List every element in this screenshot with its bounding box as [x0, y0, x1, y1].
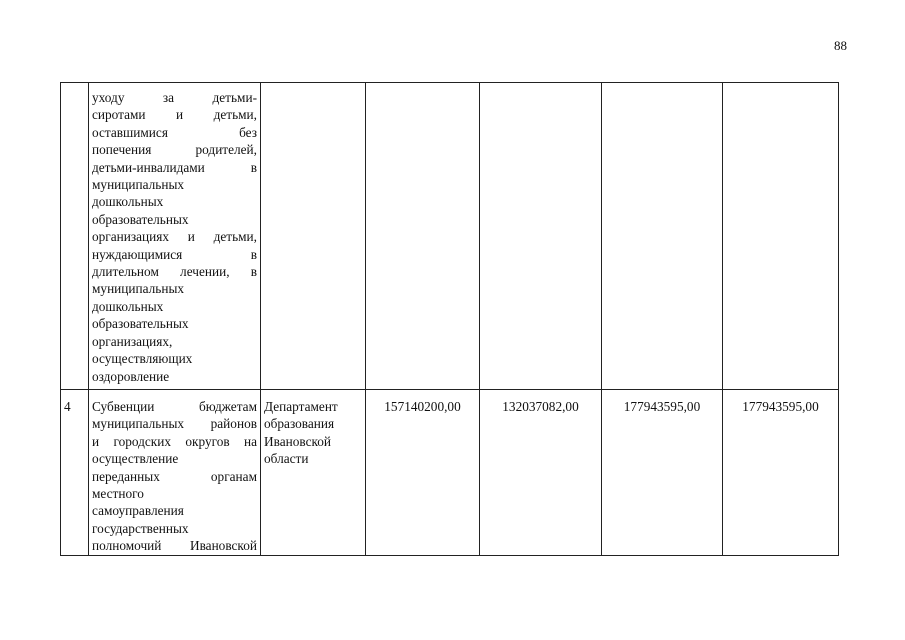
executor-cell: [261, 390, 366, 556]
description-cell: [89, 390, 261, 556]
budget-table: [60, 82, 839, 556]
value-cell-1: 157140200,00: [366, 390, 480, 556]
description-line: сиротами и детьми,: [92, 107, 257, 123]
description-line: уходу за детьми-: [92, 90, 257, 105]
value-cell-2: 132037082,00: [480, 390, 602, 556]
description-line: образовательных: [92, 211, 189, 227]
value-cell-2: [480, 83, 602, 390]
description-line: длительном лечении, в: [92, 264, 257, 280]
description-line: организациях и детьми,: [92, 229, 257, 245]
table-row-continuation: [61, 83, 839, 390]
value-cell-4: [723, 83, 839, 390]
description-line: осуществление: [92, 451, 179, 467]
value-cell-4: 177943595,00: [723, 390, 839, 556]
value-cell-3: [602, 83, 723, 390]
description-line: муниципальных: [92, 281, 185, 297]
description-line: организациях,: [92, 333, 173, 349]
row-number-cell: 4: [61, 390, 89, 556]
description-line: и городских округов на: [92, 433, 257, 449]
description-line: образовательных: [92, 316, 189, 332]
executor-line: Ивановской: [264, 433, 332, 449]
page-number: 88: [834, 38, 847, 53]
executor-line: области: [264, 451, 309, 467]
description-line: переданных органам: [92, 468, 257, 484]
description-cell: [89, 83, 261, 390]
description-line: оставшимися без: [92, 124, 257, 140]
description-line: нуждающимися в: [92, 246, 257, 262]
description-line: местного: [92, 486, 144, 502]
executor-line: образования: [264, 416, 335, 432]
description-line: муниципальных районов: [92, 416, 257, 432]
description-line: осуществляющих: [92, 351, 193, 367]
table-row-4: [61, 390, 839, 556]
description-line: полномочий Ивановской: [92, 538, 257, 554]
value-cell-1: [366, 83, 480, 390]
description-line: детьми-инвалидами в: [92, 159, 257, 175]
description-line: самоуправления: [92, 503, 184, 519]
description-line: оздоровление: [92, 368, 170, 384]
description-line: дошкольных: [92, 298, 164, 314]
description-line: попечения родителей,: [92, 142, 257, 158]
description-line: муниципальных: [92, 177, 185, 193]
executor-line: Департамент: [264, 399, 338, 414]
description-line: Субвенции бюджетам: [92, 399, 257, 414]
value-cell-3: 177943595,00: [602, 390, 723, 556]
executor-cell: [261, 83, 366, 390]
row-number-cell: [61, 83, 89, 390]
description-line: дошкольных: [92, 194, 164, 210]
description-line: государственных: [92, 520, 189, 536]
